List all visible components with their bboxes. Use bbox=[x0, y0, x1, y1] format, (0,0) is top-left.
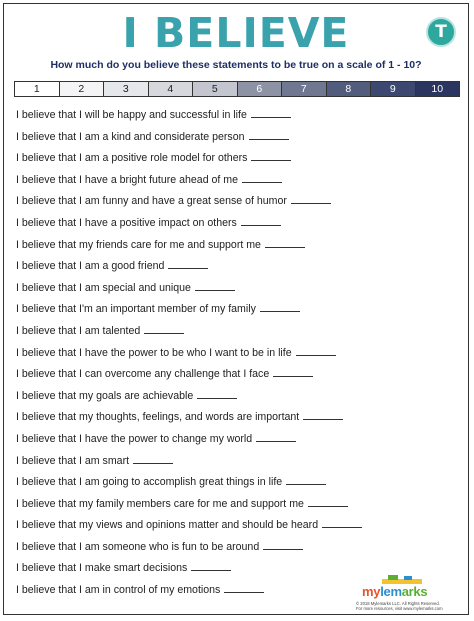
rating-blank[interactable] bbox=[322, 526, 362, 528]
statement-row bbox=[16, 321, 460, 343]
rating-blank[interactable] bbox=[195, 289, 235, 291]
mylemarks-logo bbox=[362, 584, 427, 599]
statement-text: I believe that I am a positive role model for others bbox=[16, 152, 248, 165]
rating-blank[interactable] bbox=[197, 397, 237, 399]
statement-text: I believe that I am talented bbox=[16, 324, 141, 337]
rating-blank[interactable] bbox=[308, 505, 348, 507]
copyright-note bbox=[356, 601, 466, 611]
statement-text: I believe that I am funny and have a great sense of humor bbox=[16, 195, 287, 208]
statement-row bbox=[16, 148, 460, 170]
statement-row bbox=[16, 386, 460, 408]
page-title: I BELIEVE bbox=[122, 9, 350, 57]
logo-part: my bbox=[362, 584, 381, 599]
rating-blank[interactable] bbox=[286, 483, 326, 485]
statement-text: I believe that I have a bright future ahead of me bbox=[16, 173, 239, 186]
statement-row bbox=[16, 127, 460, 149]
statement-row bbox=[16, 407, 460, 429]
resources-text: For more resources, visit www.mylemarks.com bbox=[356, 606, 443, 611]
statement-text: I believe that I am in control of my emotions bbox=[16, 584, 221, 597]
rating-blank[interactable] bbox=[303, 418, 343, 420]
statement-row bbox=[16, 343, 460, 365]
rating-blank[interactable] bbox=[242, 181, 282, 183]
statement-text: I believe that I am someone who is fun to be around bbox=[16, 540, 260, 553]
statement-row bbox=[16, 170, 460, 192]
rating-blank[interactable] bbox=[224, 591, 264, 593]
statement-row bbox=[16, 472, 460, 494]
rating-blank[interactable] bbox=[191, 569, 231, 571]
statement-row bbox=[16, 256, 460, 278]
statement-row bbox=[16, 191, 460, 213]
statement-row bbox=[16, 278, 460, 300]
rating-blank[interactable] bbox=[291, 202, 331, 204]
scale-cell-3: 3 bbox=[104, 82, 149, 96]
statement-text: I believe that I have the power to change my world bbox=[16, 432, 253, 445]
teacher-logo-icon bbox=[426, 17, 456, 47]
statement-row bbox=[16, 299, 460, 321]
statement-list bbox=[16, 105, 460, 602]
statement-text: I believe that I am a good friend bbox=[16, 260, 165, 273]
rating-blank[interactable] bbox=[241, 224, 281, 226]
rating-blank[interactable] bbox=[256, 440, 296, 442]
statement-text: I believe that I am special and unique bbox=[16, 281, 191, 294]
logo-part: arks bbox=[401, 584, 428, 599]
statement-text: I believe that I make smart decisions bbox=[16, 562, 188, 575]
rating-blank[interactable] bbox=[251, 159, 291, 161]
statement-text: I believe that my views and opinions matter and should be heard bbox=[16, 519, 319, 532]
statement-text: I believe that my thoughts, feelings, and words are important bbox=[16, 411, 300, 424]
scale-cell-7: 7 bbox=[282, 82, 327, 96]
worksheet-page bbox=[3, 3, 469, 615]
statement-text: I believe that I am going to accomplish great things in life bbox=[16, 476, 283, 489]
scale-cell-5: 5 bbox=[193, 82, 238, 96]
statement-row bbox=[16, 213, 460, 235]
scale-cell-9: 9 bbox=[371, 82, 416, 96]
statement-text: I believe that I am a kind and considerate person bbox=[16, 130, 245, 143]
statement-text: I believe that my friends care for me and support me bbox=[16, 238, 261, 251]
rating-blank[interactable] bbox=[133, 462, 173, 464]
scale-cell-10: 10 bbox=[416, 82, 460, 96]
rating-blank[interactable] bbox=[296, 354, 336, 356]
statement-text: I believe that my family members care for me and support me bbox=[16, 497, 304, 510]
statement-text: I believe that my goals are achievable bbox=[16, 389, 194, 402]
statement-text: I believe that I have the power to be who I want to be in life bbox=[16, 346, 292, 359]
rating-blank[interactable] bbox=[251, 116, 291, 118]
scale-cell-1: 1 bbox=[15, 82, 60, 96]
statement-row bbox=[16, 429, 460, 451]
page-subtitle: How much do you believe these statements to be true on a scale of 1 - 10? bbox=[50, 59, 422, 71]
rating-blank[interactable] bbox=[144, 332, 184, 334]
rating-blank[interactable] bbox=[273, 375, 313, 377]
statement-row bbox=[16, 235, 460, 257]
statement-text: I believe that I have a positive impact on others bbox=[16, 216, 237, 229]
scale-cell-6: 6 bbox=[238, 82, 283, 96]
statement-row bbox=[16, 494, 460, 516]
rating-blank[interactable] bbox=[265, 246, 305, 248]
scale-cell-2: 2 bbox=[60, 82, 105, 96]
statement-row bbox=[16, 451, 460, 473]
statement-text: I believe that I'm an important member of my family bbox=[16, 303, 256, 316]
rating-blank[interactable] bbox=[260, 310, 300, 312]
rating-scale bbox=[14, 81, 460, 97]
statement-text: I believe that I am smart bbox=[16, 454, 130, 467]
statement-row bbox=[16, 364, 460, 386]
copyright-text: © 2018 Mylemarks LLC. All Rights Reserved. bbox=[356, 601, 440, 606]
statement-row bbox=[16, 537, 460, 559]
rating-blank[interactable] bbox=[249, 138, 289, 140]
statement-text: I believe that I will be happy and successful in life bbox=[16, 109, 247, 121]
statement-row bbox=[16, 515, 460, 537]
logo-art-icon bbox=[374, 574, 430, 584]
scale-cell-8: 8 bbox=[327, 82, 372, 96]
rating-blank[interactable] bbox=[263, 548, 303, 550]
rating-blank[interactable] bbox=[168, 267, 208, 269]
statement-text: I believe that I can overcome any challenge that I face bbox=[16, 368, 270, 381]
statement-row bbox=[16, 105, 460, 127]
scale-cell-4: 4 bbox=[149, 82, 194, 96]
logo-part: lem bbox=[380, 584, 402, 599]
